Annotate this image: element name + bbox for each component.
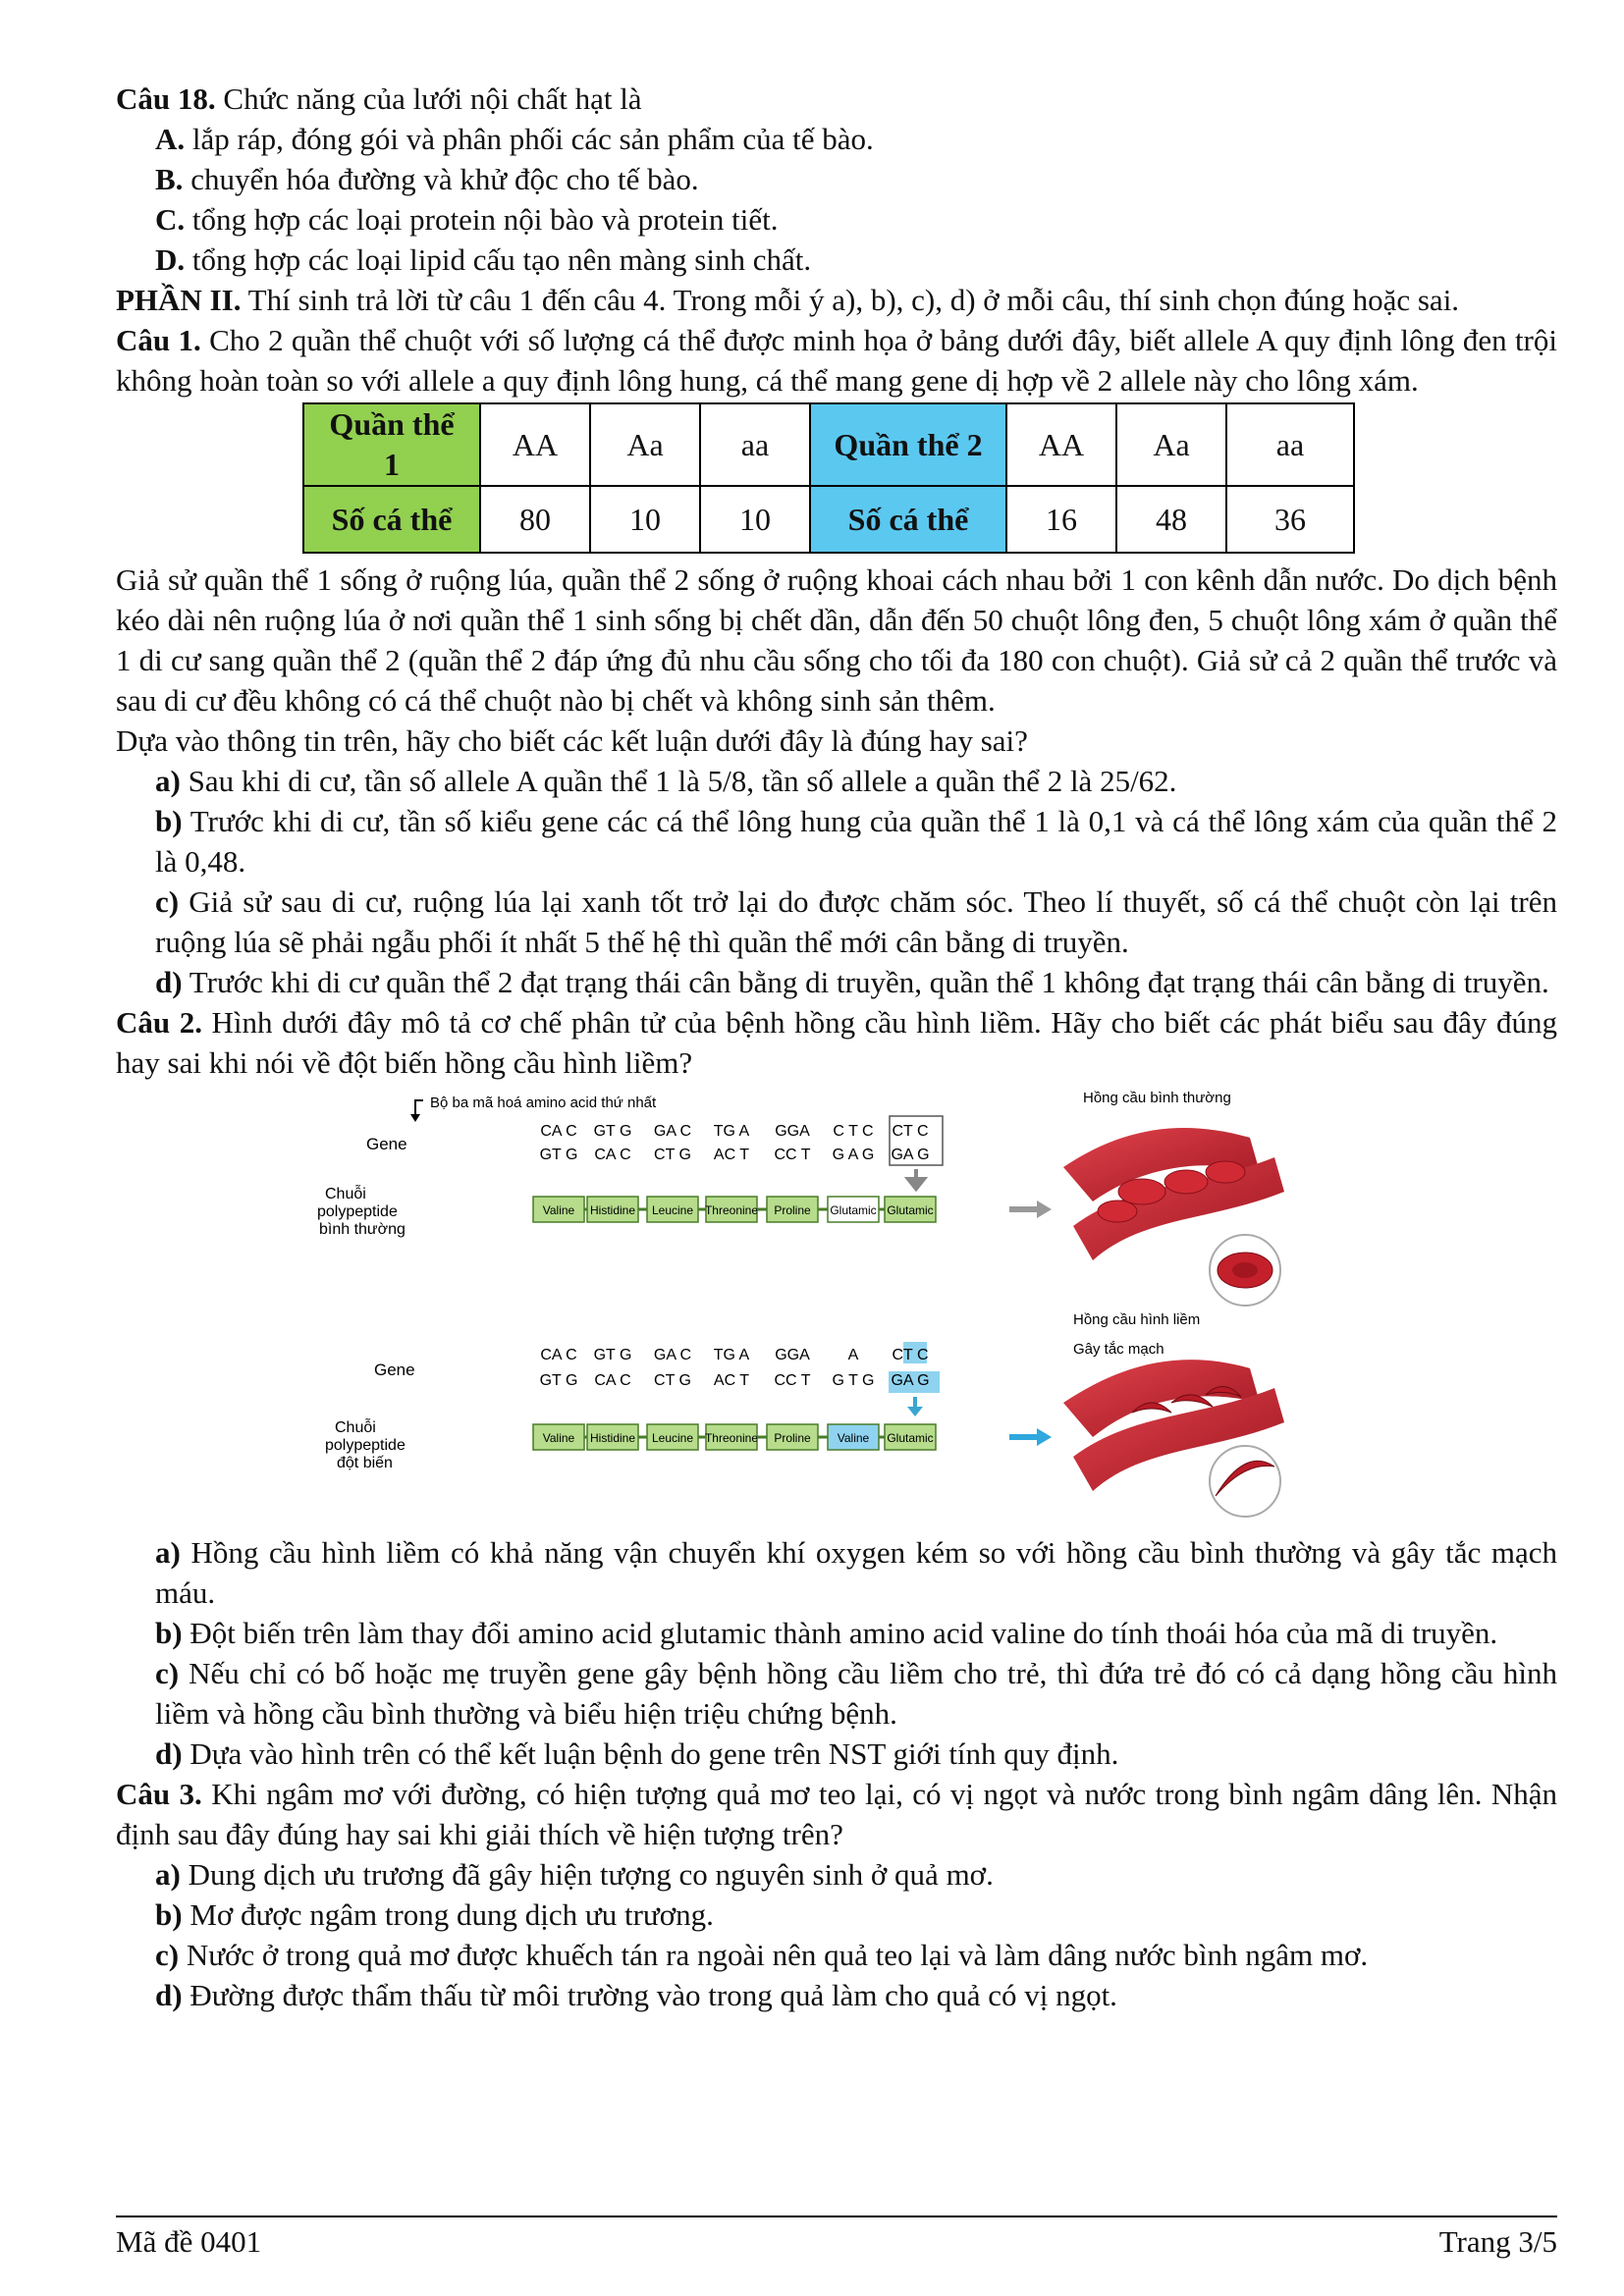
table-cell: AA	[1006, 403, 1116, 486]
table-cell: Aa	[590, 403, 700, 486]
codon-label: GA C	[653, 1347, 692, 1363]
mutant-polypeptide-chain	[533, 1424, 936, 1450]
c2-item-d: d) Dựa vào hình trên có thể kết luận bệnh do gene trên NST giới tính quy định.	[155, 1736, 1119, 1771]
normal-vessel-illustration	[1063, 1128, 1284, 1306]
c3-item-c: c) Nước ở trong quả mơ được khuếch tán ra ngoài nên quả teo lại và làm dâng nước bình ngâm mơ.	[155, 1938, 1369, 1972]
codon-label: GT G	[539, 1372, 578, 1389]
c3-item-d: d) Đường được thẩm thấu từ môi trường vào trong quả làm cho quả có vị ngọt.	[155, 1978, 1117, 2012]
codon-label: TG A	[713, 1123, 750, 1140]
note-pointer	[415, 1100, 423, 1116]
codon-label: C T C	[833, 1123, 874, 1140]
c2-item-b: b) Đột biến trên làm thay đổi amino acid glutamic thành amino acid valine do tính thoái hóa của mã di truyền.	[155, 1616, 1498, 1650]
codon-label: CT C	[892, 1123, 929, 1140]
codon-label: AC T	[713, 1372, 750, 1389]
table-cell: Quần thể 2	[810, 403, 1006, 486]
c1-item-a: a) Sau khi di cư, tần số allele A quần thể 1 là 5/8, tần số allele a quần thể 2 là 25/62.	[155, 764, 1177, 798]
table-cell: 10	[590, 486, 700, 553]
c2-stem: Câu 2. Hình dưới đây mô tả cơ chế phân tử của bệnh hồng cầu hình liềm. Hãy cho biết các phát biểu sau đây đúng hay sai khi nói về đột biến hồng cầu hình liềm?	[116, 1005, 1557, 1080]
table-cell: Số cá thể	[810, 486, 1006, 553]
codon-label: GGA	[775, 1347, 810, 1363]
codon-label: A	[847, 1347, 859, 1363]
c1-item-b: b) Trước khi di cư, tần số kiểu gene các cá thể lông hung của quần thể 1 là 0,1 và cá thể lông xám của quần thể 2 là 0,48.	[155, 804, 1557, 879]
mutation-diagram	[317, 1089, 1328, 1521]
table-cell: aa	[700, 403, 810, 486]
gene-label: Gene	[374, 1361, 415, 1379]
c3-stem: Câu 3. Khi ngâm mơ với đường, có hiện tượng quả mơ teo lại, có vị ngọt và nước trong bình ngâm dâng lên. Nhận định sau đây đúng hay sai khi giải thích về hiện tượng trên?	[116, 1777, 1558, 1851]
population-table	[302, 402, 1355, 554]
chain-label-line: Chuỗi	[325, 1186, 366, 1202]
table-cell: aa	[1226, 403, 1354, 486]
chain-label-line: Chuỗi	[335, 1419, 376, 1436]
c1-item-d: d) Trước khi di cư quần thể 2 đạt trạng thái cân bằng di truyền, quần thể 1 không đạt trạng thái cân bằng di truyền.	[155, 965, 1549, 999]
codon-label: TG A	[713, 1347, 750, 1363]
c1-prompt: Dựa vào thông tin trên, hãy cho biết các kết luận dưới đây là đúng hay sai?	[116, 723, 1028, 758]
codon-label: GA G	[891, 1147, 930, 1163]
blockage-label: Gây tắc mạch	[1073, 1341, 1164, 1358]
part2-heading: PHẦN II. Thí sinh trả lời từ câu 1 đến câu 4. Trong mỗi ý a), b), c), d) ở mỗi câu, thí sinh chọn đúng hoặc sai.	[116, 283, 1460, 317]
q18-option-c: C. tổng hợp các loại protein nội bào và protein tiết.	[155, 202, 779, 237]
normal-gene-codons	[540, 1123, 930, 1163]
c1-item-c: c) Giả sử sau di cư, ruộng lúa lại xanh tốt trở lại do được chăm sóc. Theo lí thuyết, số cá thể chuột còn lại trên ruộng lúa sẽ phải ngẫu phối ít nhất 5 thế hệ thì quần thể mới cân bằng di truyền.	[155, 884, 1558, 959]
q18-option-b: B. chuyển hóa đường và khử độc cho tế bào.	[155, 162, 699, 196]
arrow-down-icon	[908, 1169, 924, 1189]
codon-label: CT G	[654, 1147, 691, 1163]
table-cell: Số cá thể	[303, 486, 480, 553]
sickle-cell-label: Hồng cầu hình liềm	[1073, 1311, 1201, 1328]
codon-label: GGA	[775, 1123, 810, 1140]
amino-acid-label: Glutamic	[887, 1203, 934, 1217]
amino-acid-label: Valine	[542, 1431, 575, 1445]
arrow-right-icon	[1037, 1201, 1052, 1218]
arrow-down-icon	[907, 1407, 923, 1416]
normal-polypeptide-chain	[533, 1197, 936, 1222]
page-number: Trang 3/5	[1438, 2224, 1557, 2259]
normal-cell-label: Hồng cầu bình thường	[1083, 1090, 1231, 1106]
codon-label: GT G	[593, 1123, 632, 1140]
table-cell: 16	[1006, 486, 1116, 553]
amino-acid-label: Leucine	[651, 1203, 694, 1217]
sickle-cell-figure	[317, 1089, 1328, 1521]
c2-item-c: c) Nếu chỉ có bố hoặc mẹ truyền gene gây bệnh hồng cầu liềm cho trẻ, thì đứa trẻ đó có cả dạng hồng cầu hình liềm và hồng cầu bình thường và biểu hiện triệu chứng bệnh.	[155, 1656, 1558, 1731]
codon-label: CC T	[774, 1147, 811, 1163]
codon-label: GT G	[593, 1347, 632, 1363]
q18-option-a: A. lắp ráp, đóng gói và phân phối các sản phẩm của tế bào.	[155, 122, 874, 156]
codon-label: CA C	[594, 1147, 631, 1163]
arrow-right-icon	[1037, 1428, 1052, 1446]
exam-code: Mã đề 0401	[116, 2224, 262, 2259]
table-cell: 48	[1116, 486, 1226, 553]
gene-label: Gene	[366, 1135, 407, 1153]
codon-label: G A G	[832, 1147, 875, 1163]
table-cell: 80	[480, 486, 590, 553]
amino-acid-label: Threonine	[704, 1431, 759, 1445]
amino-acid-label: Leucine	[651, 1431, 694, 1445]
codon-label: G T G	[832, 1372, 875, 1389]
codon-label: GA G	[891, 1372, 930, 1389]
amino-acid-label: Histidine	[589, 1431, 636, 1445]
chain-label-line: đột biến	[337, 1455, 393, 1471]
amino-acid-label: Glutamic	[830, 1203, 877, 1217]
footer-divider	[116, 2216, 1557, 2217]
c2-item-a: a) Hồng cầu hình liềm có khả năng vận chuyển khí oxygen kém so với hồng cầu bình thường và gây tắc mạch máu.	[155, 1535, 1558, 1610]
c1-scenario: Giả sử quần thể 1 sống ở ruộng lúa, quần thể 2 sống ở ruộng khoai cách nhau bởi 1 con kênh dẫn nước. Do dịch bệnh kéo dài nên ruộng lúa ở nơi quần thể 1 sinh sống bị chết dần, dẫn đến 50 chuột lông đen, 5 chuột lông xám ở quần thể 1 di cư sang quần thể 2 (quần thể 2 đáp ứng đủ nhu cầu sống cho tối đa 180 con chuột). Giả sử cả 2 quần thể trước và sau di cư đều không có cá thể chuột nào bị chết và không sinh sản thêm.	[116, 562, 1557, 718]
chain-label-line: bình thường	[319, 1221, 406, 1238]
codon-label: GA C	[653, 1123, 692, 1140]
amino-acid-label: Proline	[774, 1203, 811, 1217]
amino-acid-label: Proline	[774, 1431, 811, 1445]
exam-page	[116, 79, 1557, 2015]
c3-item-b: b) Mơ được ngâm trong dung dịch ưu trương.	[155, 1897, 714, 1932]
mutant-gene-codons	[540, 1347, 930, 1389]
c1-stem: Câu 1. Cho 2 quần thể chuột với số lượng cá thể được minh họa ở bảng dưới đây, biết allele A quy định lông đen trội không hoàn toàn so với allele a quy định lông hung, cá thể mang gene dị hợp về 2 allele này cho lông xám.	[116, 323, 1557, 398]
codon-label: CA C	[540, 1123, 577, 1140]
q18-option-d: D. tổng hợp các loại lipid cấu tạo nên màng sinh chất.	[155, 242, 812, 277]
codon-note: Bộ ba mã hoá amino acid thứ nhất	[430, 1095, 657, 1111]
codon-label: CA C	[540, 1347, 577, 1363]
table-cell: 36	[1226, 486, 1354, 553]
sickle-vessel-illustration	[1063, 1360, 1284, 1517]
codon-label: AC T	[713, 1147, 750, 1163]
table-cell: Quần thể 1	[303, 403, 480, 486]
amino-acid-label: Histidine	[589, 1203, 636, 1217]
codon-label: CT C	[892, 1347, 929, 1363]
codon-label: CT G	[654, 1372, 691, 1389]
c3-item-a: a) Dung dịch ưu trương đã gây hiện tượng co nguyên sinh ở quả mơ.	[155, 1857, 994, 1892]
table-cell: 10	[700, 486, 810, 553]
amino-acid-label: Glutamic	[887, 1431, 934, 1445]
arrow-down-icon	[410, 1114, 420, 1122]
amino-acid-label: Valine	[837, 1431, 870, 1445]
codon-label: CC T	[774, 1372, 811, 1389]
chain-label-line: polypeptide	[317, 1203, 398, 1220]
chain-label-line: polypeptide	[325, 1437, 406, 1454]
table-row	[303, 403, 1354, 486]
amino-acid-label: Valine	[542, 1203, 575, 1217]
table-cell: Aa	[1116, 403, 1226, 486]
q18-stem: Câu 18. Chức năng của lưới nội chất hạt là	[116, 81, 642, 116]
table-cell: AA	[480, 403, 590, 486]
amino-acid-label: Threonine	[704, 1203, 759, 1217]
codon-label: GT G	[539, 1147, 578, 1163]
codon-label: CA C	[594, 1372, 631, 1389]
table-row	[303, 486, 1354, 553]
